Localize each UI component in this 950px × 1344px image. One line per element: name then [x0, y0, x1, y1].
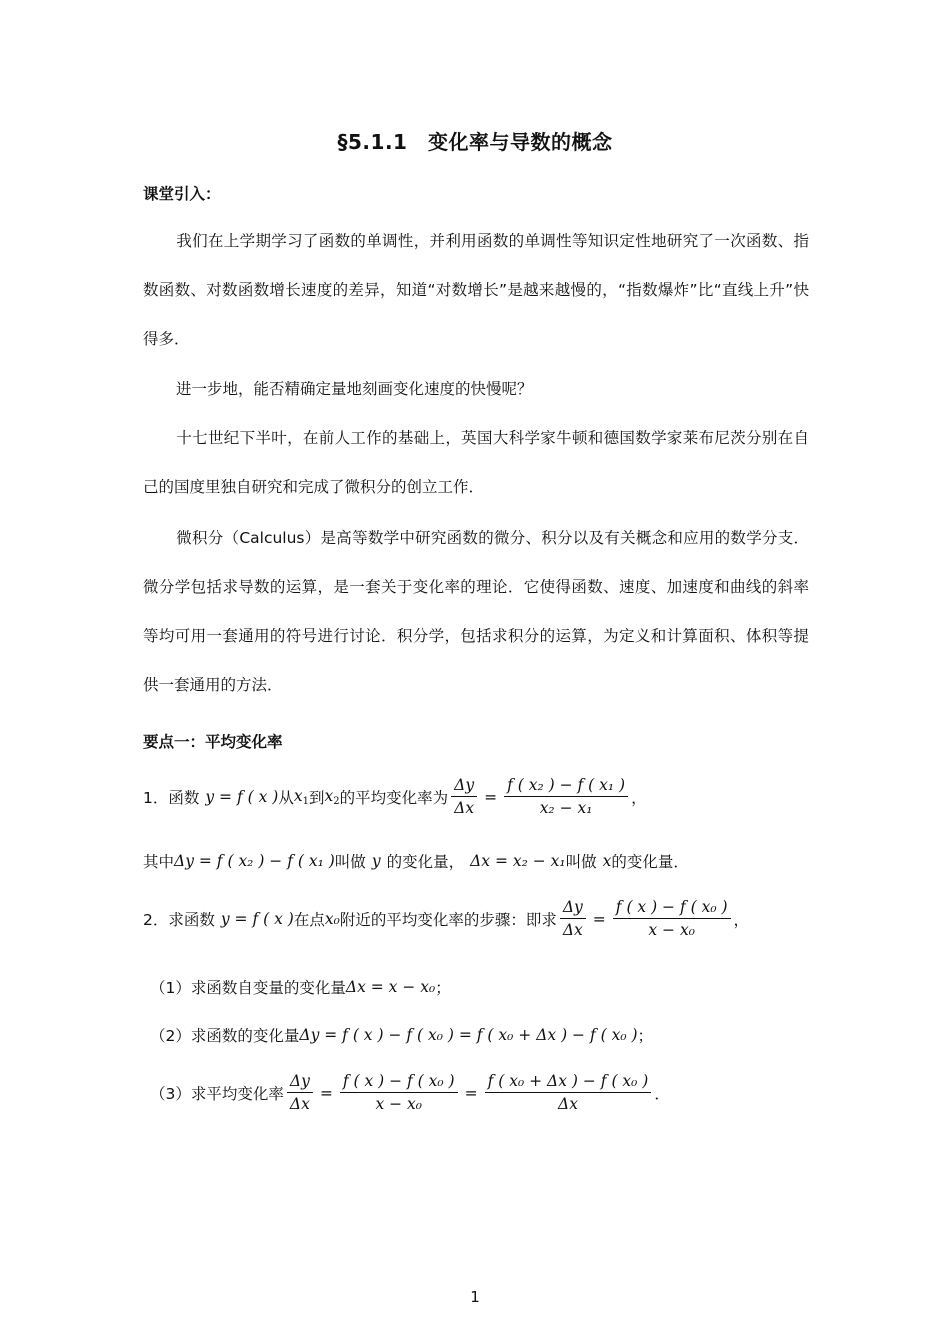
where-dy-expr: Δy = f ( x₂ ) − f ( x₁ ): [174, 852, 335, 870]
step-3-end: ．: [654, 1084, 670, 1103]
paragraph-1: [143, 217, 809, 364]
item-1-fraction-rhs: [504, 776, 628, 817]
step-3: （3）求平均变化率 $\frac{\Delta y}{\Delta x}$ = $\frac{\text{f ( x ) − f ( x₀ )}}{\text{x − x₀}}$ = $\frac{\text{f ( x₀ + Δx ) − f ( x₀ )}}{\Delta x}$ ．: [150, 1072, 670, 1113]
step-3-f3-num: f ( x₀ + Δx ) − f ( x₀ ): [485, 1072, 652, 1093]
where-dx-suffix: 的变化量．: [611, 853, 689, 871]
item-2-func: y = f ( x ): [220, 909, 294, 928]
step-1: [150, 976, 451, 998]
where-prefix: 其中: [143, 853, 175, 871]
item-1-func: y = f ( x ): [205, 787, 279, 806]
item-2-end: ，: [733, 910, 750, 929]
step-3-f1-den: Δx: [289, 1095, 310, 1113]
step-3-f1-num: Δy: [287, 1072, 313, 1093]
item-1-x1: x: [293, 786, 303, 805]
intro-heading: 课堂引入：: [143, 185, 221, 203]
where-y: y: [371, 852, 381, 870]
where-dy-suffix: 的变化量，: [386, 853, 465, 871]
paragraph-4: [143, 514, 809, 710]
step-3-label: （3）求平均变化率: [150, 1084, 284, 1103]
item-2-fraction-lhs: [560, 898, 586, 939]
step-3-f3-den: Δx: [558, 1095, 578, 1113]
key-point-heading: 要点一：平均变化率: [143, 733, 283, 751]
step-2-expr: Δy = f ( x ) − f ( x₀ ) = f ( x₀ + Δx ) − f ( x₀ ): [299, 1026, 638, 1044]
where-dx-expr: Δx = x₂ − x₁: [470, 852, 566, 870]
paragraph-4-text: 微积分（Calculus）是高等数学中研究函数的微分、积分以及有关概念和应用的数学分支．微分学包括求导数的运算，是一套关于变化率的理论．它使得函数、速度、加速度和曲线的斜率等均可用一套通用的符号进行讨论．积分学，包括求积分的运算，为定义和计算面积、体积等提供一套通用的方法．: [143, 529, 809, 694]
item-1-fraction-lhs: [451, 776, 477, 817]
item-1-lhs-num: Δy: [451, 776, 477, 797]
paragraph-2: [143, 365, 809, 414]
item-1-rhs-den: x₂ − x₁: [539, 799, 593, 817]
item-2-lhs-den: Δx: [562, 921, 583, 939]
item-1-x2: x: [324, 786, 334, 805]
item-1: 1．函数 y = f ( x ) 从 $x_1$ 到 $x_2$ 的平均变化率为 $\frac{\Delta y}{\Delta x}$ = $\frac{\text{f ( x₂ ) − f ( x₁ )}}{\text{x₂ − x₁}}$ ，: [143, 776, 647, 817]
paragraph-3-text: 十七世纪下半叶，在前人工作的基础上，英国大科学家牛顿和德国数学家莱布尼茨分别在自己的国度里独自研究和完成了微积分的创立工作．: [143, 429, 809, 496]
item-2-fraction-rhs: [613, 898, 731, 939]
step-1-expr: Δx = x − x₀: [345, 978, 436, 996]
item-1-end: ，: [631, 788, 647, 807]
item-2-rhs-den: x − x₀: [648, 921, 695, 939]
item-2-at: 在点: [293, 910, 325, 929]
step-3-fraction-1: [287, 1072, 313, 1113]
step-3-f2-num: f ( x ) − f ( x₀ ): [340, 1072, 458, 1093]
page-number: 1: [470, 1288, 480, 1306]
where-dy-name: 叫做: [334, 853, 366, 871]
step-3-fraction-2: [340, 1072, 458, 1113]
step-2-label: （2）求函数的变化量: [150, 1027, 300, 1045]
item-1-from: 从: [278, 788, 294, 807]
item-2-prefix: 2．求函数: [143, 910, 215, 929]
step-3-fraction-3: [485, 1072, 652, 1113]
paragraph-1-text: 我们在上学期学习了函数的单调性，并利用函数的单调性等知识定性地研究了一次函数、指数函数、对数函数增长速度的差异，知道“对数增长”是越来越慢的，“指数爆炸”比“直线上升”快得多．: [143, 232, 809, 348]
step-1-label: （1）求函数自变量的变化量: [150, 979, 346, 997]
item-2-rhs-num: f ( x ) − f ( x₀ ): [613, 898, 731, 919]
page-title: §5.1.1 变化率与导数的概念: [337, 130, 613, 154]
step-1-end: ；: [435, 979, 451, 997]
item-1-to: 到: [308, 788, 325, 807]
where-x: x: [602, 852, 612, 870]
step-2-end: ；: [637, 1027, 654, 1045]
paragraph-3: [143, 414, 809, 512]
where-dx-name: 叫做: [565, 853, 597, 871]
item-2-text: 附近的平均变化率的步骤：即求: [339, 910, 557, 929]
step-2: [150, 1024, 653, 1046]
paragraph-2-text: 进一步地，能否精确定量地刻画变化速度的快慢呢？: [176, 380, 533, 398]
item-2-x0: x₀: [324, 909, 340, 928]
where-line: [143, 850, 689, 872]
step-3-f2-den: x − x₀: [375, 1095, 422, 1113]
item-1-rate-text: 的平均变化率为: [339, 788, 449, 807]
item-1-prefix: 1．函数: [143, 788, 200, 807]
item-1-rhs-num: f ( x₂ ) − f ( x₁ ): [504, 776, 628, 797]
item-2: 2．求函数 y = f ( x ) 在点 x₀ 附近的平均变化率的步骤：即求 $\frac{\Delta y}{\Delta x}$ = $\frac{\text{f ( x ) − f ( x₀ )}}{\text{x − x₀}}$ ，: [143, 898, 750, 939]
item-2-lhs-num: Δy: [560, 898, 586, 919]
item-1-lhs-den: Δx: [454, 799, 475, 817]
